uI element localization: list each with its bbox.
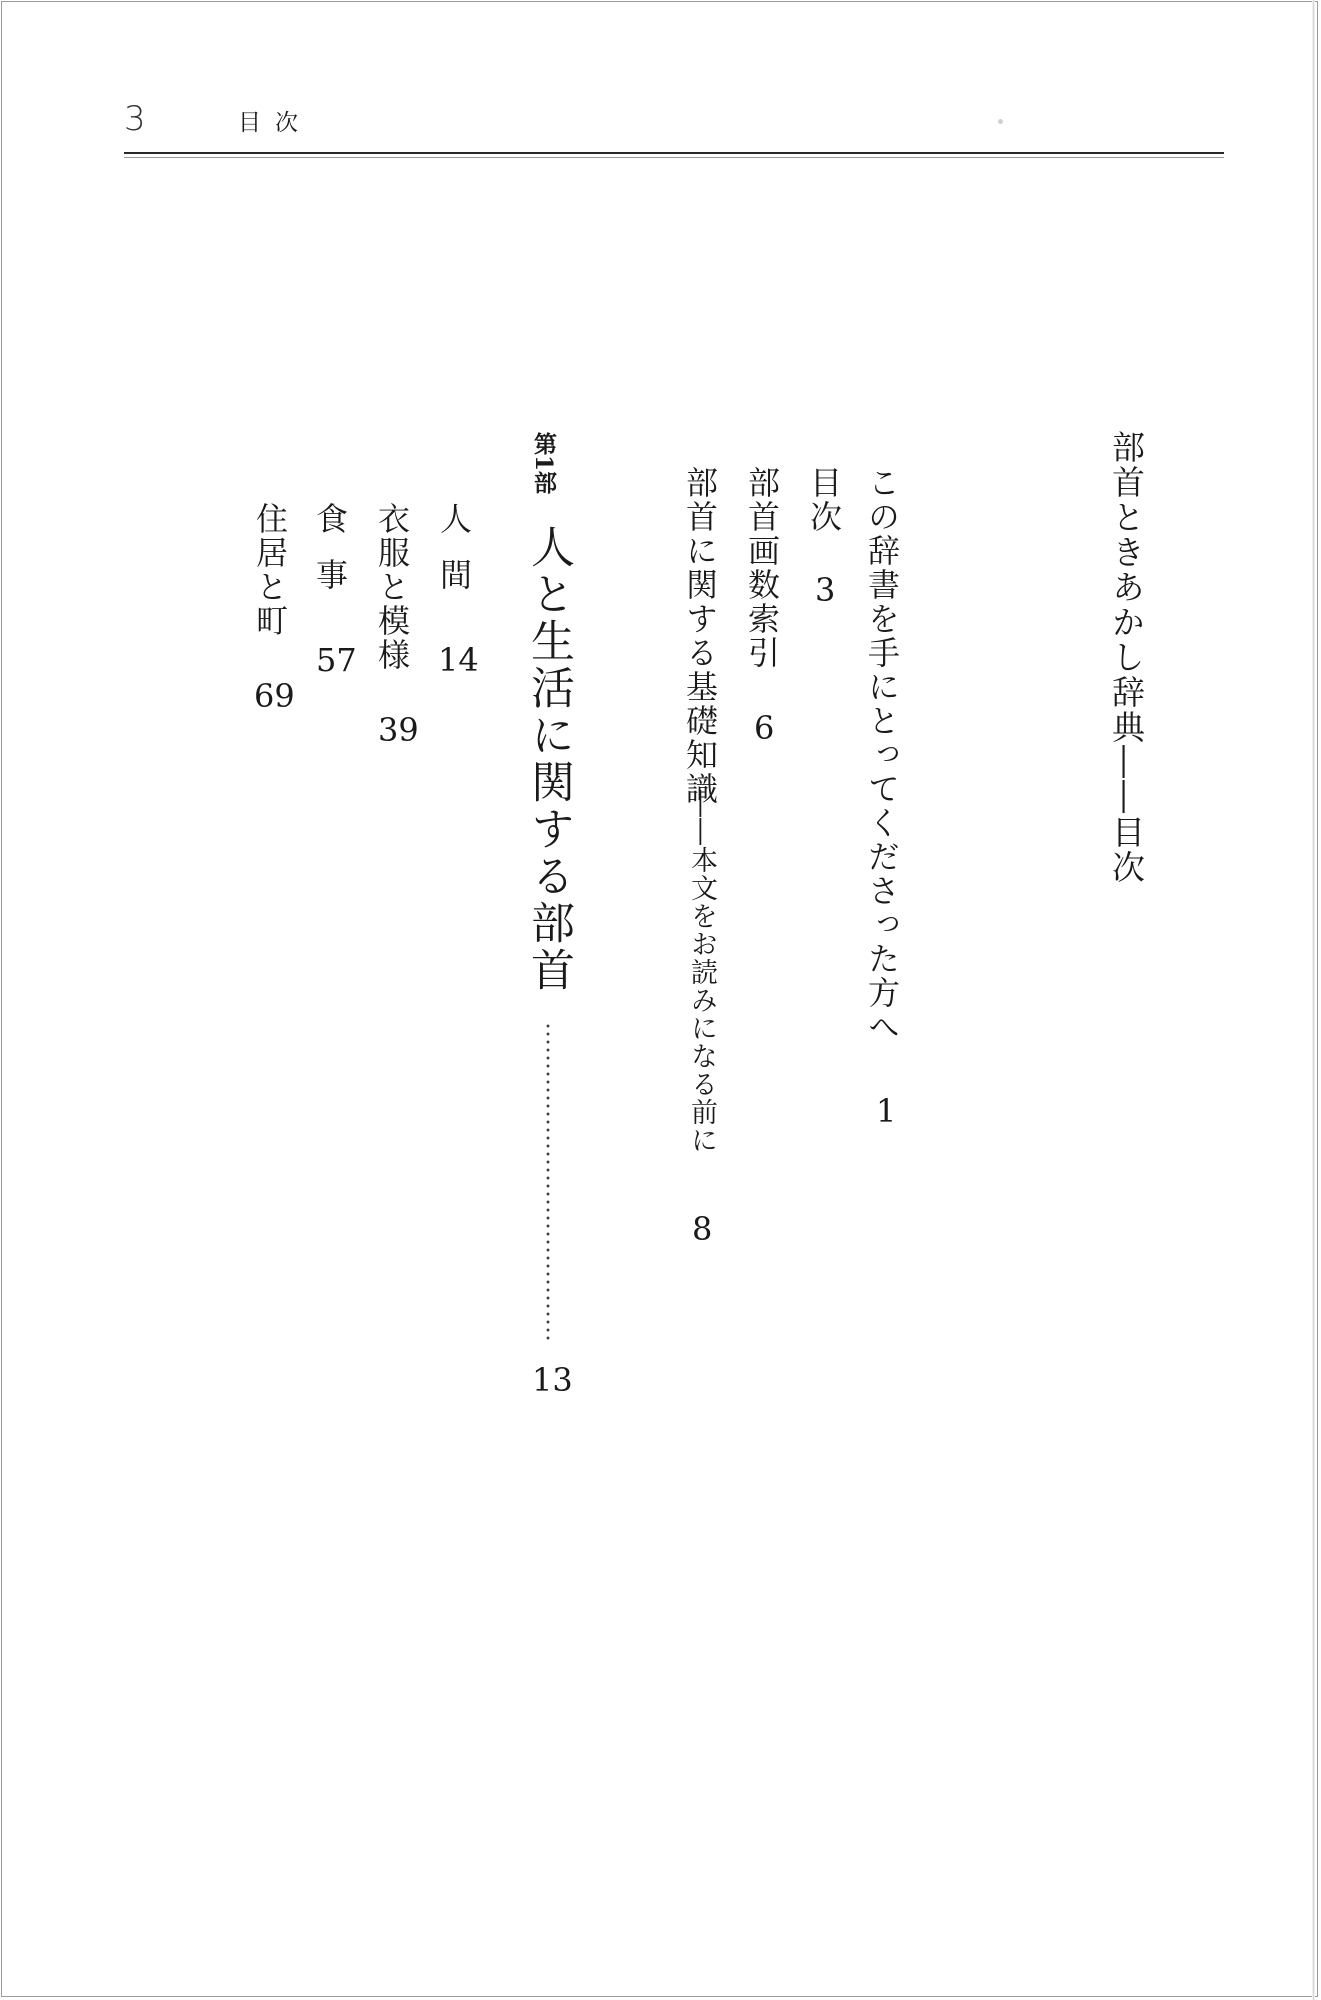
toc-entry-page: 1 <box>876 1092 897 1130</box>
toc-item-label[interactable]: 食事 <box>311 502 349 614</box>
toc-item-page: 14 <box>438 641 479 679</box>
scan-edge <box>1312 0 1315 2000</box>
toc-item-page: 57 <box>316 641 357 679</box>
toc-entry-label[interactable]: 部首画数索引 <box>743 466 781 670</box>
toc-entry-label[interactable]: この辞書を手にとってくださった方へ <box>863 466 901 1044</box>
toc-entry-label[interactable]: 部首に関する基礎知識 <box>681 466 719 806</box>
page-number: 3 <box>124 99 146 139</box>
toc-entry-subtitle: ――本文をお読みになる前に <box>686 790 717 1154</box>
toc-item-page: 39 <box>378 711 419 749</box>
toc-entry-page: 8 <box>692 1210 713 1248</box>
toc-item-label[interactable]: 衣服と模様 <box>373 502 411 672</box>
dotted-leader <box>545 1022 551 1342</box>
header-rule-thin <box>124 157 1224 158</box>
part-page: 13 <box>532 1361 573 1399</box>
toc-entry-page: 6 <box>754 709 775 747</box>
toc-item-label[interactable]: 人間 <box>435 502 473 614</box>
running-title: 目次 <box>238 110 312 136</box>
page-frame <box>1 1 1318 1997</box>
scan-speck <box>998 119 1003 124</box>
toc-main-title: 部首ときあかし辞典――目次 <box>1107 430 1146 885</box>
part-title[interactable]: 人と生活に関する部首 <box>523 524 574 994</box>
toc-item-page: 69 <box>254 677 295 715</box>
part-marker: 第1部 <box>530 432 557 495</box>
header-rule <box>124 152 1224 154</box>
toc-entry-page: 3 <box>815 571 836 609</box>
toc-item-label[interactable]: 住居と町 <box>251 502 289 638</box>
toc-entry-label[interactable]: 目次 <box>805 466 843 534</box>
